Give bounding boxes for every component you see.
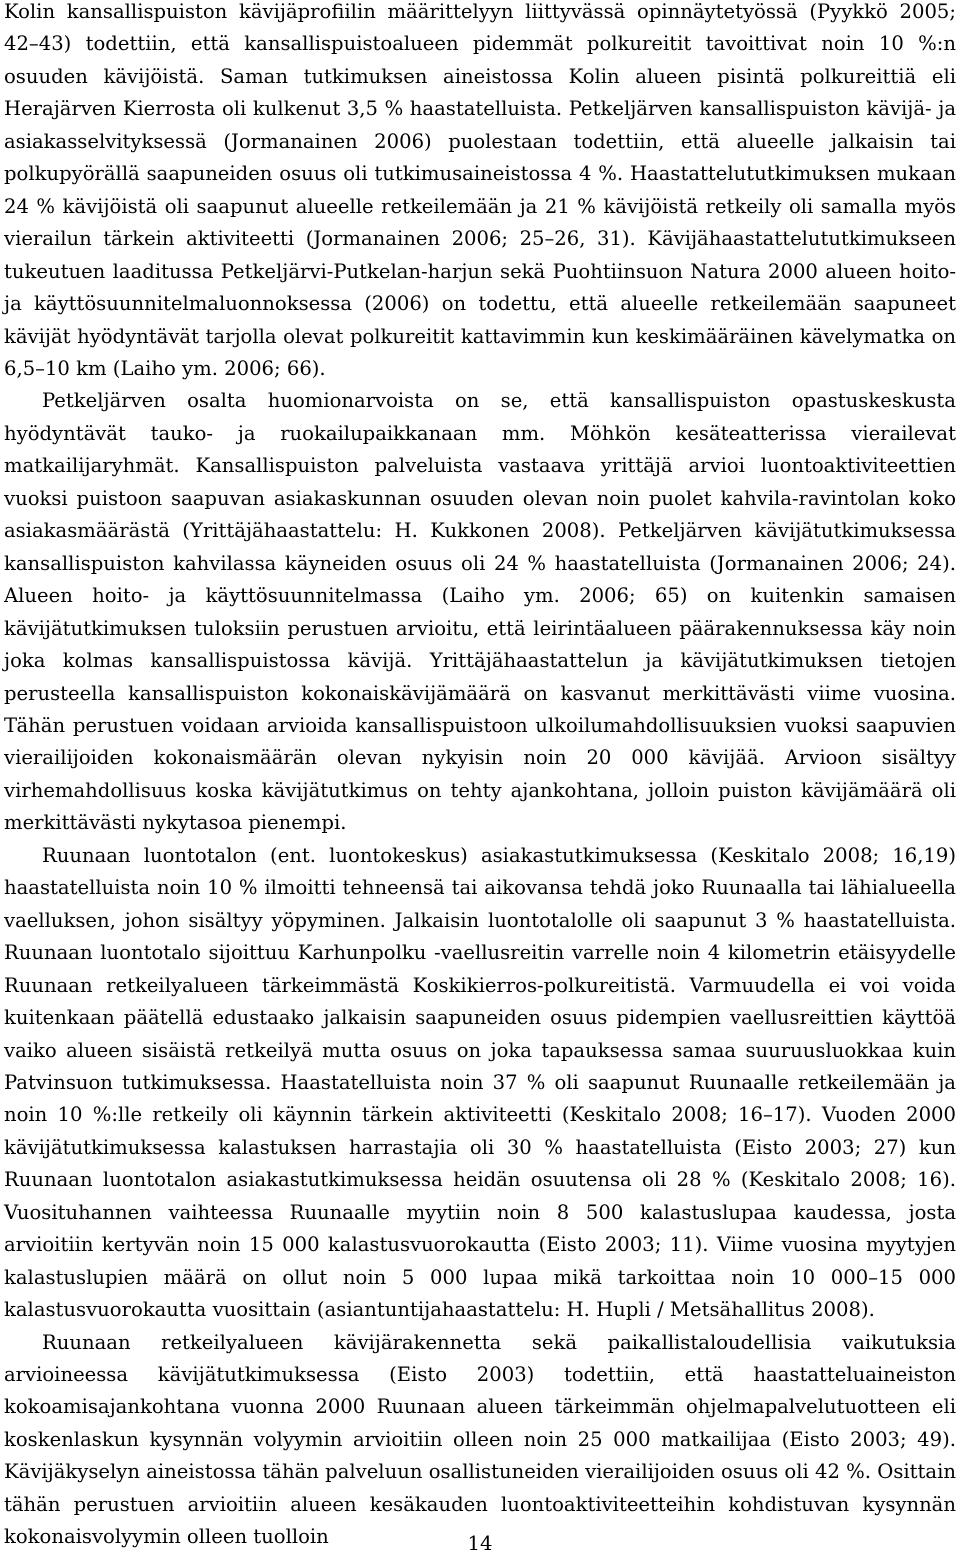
paragraph-4: Ruunaan retkeilyalueen kävijärakennetta sekä paikallistaloudellisia vaikutuksia arvioineessa kävijätutkimuksessa (Eisto 2003) todettiin, että haastatteluaineiston kokoamisajankohtana vuonna 2000 Ruunaan alueen tärkeimmän ohjelmapalvelutuotteen eli koskenlaskun kysynnän volyymin arvioitiin olleen noin 25 000 matkailijaa (Eisto 2003; 49). Kävijäkyselyn aineistossa tähän palveluun osallistuneiden vierailijoiden osuus oli 42 %. Osittain tähän perustuen arvioitiin alueen kesäkauden luontoaktiviteetteihin kohdistuvan kysynnän kokonaisvolyymin olleen tuolloin [4,1330,956,1549]
body-text [4,0,956,1554]
page-number: 14 [467,1532,493,1555]
paragraph-2: Petkeljärven osalta huomionarvoista on se, että kansallispuiston opastuskeskusta hyödyntävät tauko- ja ruokailupaikkanaan mm. Möhkön kesäteatterissa vierailevat matkailijaryhmät. Kansallispuiston palveluista vastaava yrittäjä arvioi luontoaktiviteettien vuoksi puistoon saapuvan asiakaskunnan osuuden olevan noin puolet kahvila-ravintolan koko asiakasmäärästä (Yrittäjähaastattelu: H. Kukkonen 2008). Petkeljärven kävijätutkimuksessa kansallispuiston kahvilassa käyneiden osuus oli 24 % haastatelluista (Jormanainen 2006; 24). Alueen hoito- ja käyttösuunnitelmassa (Laiho ym. 2006; 65) on kuitenkin samaisen kävijätutkimuksen tuloksiin perustuen arvioitu, että leirintäalueen päärakennuksessa käy noin joka kolmas kansallispuistossa kävijä. Yrittäjähaastattelun ja kävijätutkimuksen tietojen perusteella kansallispuiston kokonaiskävijämäärä on kasvanut merkittävästi viime vuosina. Tähän perustuen voidaan arvioida kansallispuistoon ulkoilumahdollisuuksien vuoksi saapuvien vierailijoiden kokonaismäärän olevan nykyisin noin 20 000 kävijää. Arvioon sisältyy virhemahdollisuus koska kävijätutkimus on tehty ajankohtana, jolloin puiston kävijämäärä oli merkittävästi nykytasoa pienempi. [4,389,956,835]
paragraph-3: Ruunaan luontotalon (ent. luontokeskus) asiakastutkimuksessa (Keskitalo 2008; 16,19) haastatelluista noin 10 % ilmoitti tehneensä tai aikovansa tehdä joko Ruunaalla tai lähialueella vaelluksen, johon sisältyy yöpyminen. Jalkaisin luontotalolle oli saapunut 3 % haastatelluista. Ruunaan luontotalo sijoittuu Karhunpolku -vaellusreitin varrelle noin 4 kilometrin etäisyydelle Ruunaan retkeilyalueen tärkeimmästä Koskikierros-polkureitistä. Varmuudella ei voi voida kuitenkaan päätellä edustaako jalkaisin saapuneiden osuus pidempien vaellusreittien käyttöä vaiko alueen sisäistä retkeilyä mutta osuus on joka tapauksessa samaa suuruusluokkaa kuin Patvinsuon tutkimuksessa. Haastatelluista noin 37 % oli saapunut Ruunaalle retkeilemään ja noin 10 %:lle retkeily oli käynnin tärkein aktiviteetti (Keskitalo 2008; 16–17). Vuoden 2000 kävijätutkimuksessa kalastuksen harrastajia oli 30 % haastatelluista (Eisto 2003; 27) kun Ruunaan luontotalon asiakastutkimuksessa heidän osuutensa oli 28 % (Keskitalo 2008; 16). Vuosituhannen vaihteessa Ruunaalle myytiin noin 8 500 kalastuslupaa kaudessa, josta arvioitiin kertyvän noin 15 000 kalastusvuorokautta (Eisto 2003; 11). Viime vuosina myytyjen kalastuslupien määrä on ollut noin 5 000 lupaa mikä tarkoittaa noin 10 000–15 000 kalastusvuorokautta vuosittain (asiantuntijahaastattelu: H. Hupli / Metsähallitus 2008). [4,843,956,1322]
paragraph-1: Kolin kansallispuiston kävijäprofiilin määrittelyyn liittyvässä opinnäytetyössä (Pyykkö 2005; 42–43) todettiin, että kansallispuistoalueen pidemmät polkureitit tavoittivat noin 10 %:n osuuden kävijöistä. Saman tutkimuksen aineistossa Kolin alueen pisintä polkureittiä eli Herajärven Kierrosta oli kulkenut 3,5 % haastatelluista. Petkeljärven kansallispuiston kävijä- ja asiakasselvityksessä (Jormanainen 2006) puolestaan todettiin, että alueelle jalkaisin tai polkupyörällä saapuneiden osuus oli tutkimusaineistossa 4 %. Haastattelututkimuksen mukaan 24 % kävijöistä oli saapunut alueelle retkeilemään ja 21 % kävijöistä retkeily oli samalla myös vierailun tärkein aktiviteetti (Jormanainen 2006; 25–26, 31). Kävijähaastattelututkimukseen tukeutuen laaditussa Petkeljärvi-Putkelan-harjun sekä Puohtiinsuon Natura 2000 alueen hoito- ja käyttösuunnitelmaluonnoksessa (2006) on todettu, että alueelle retkeilemään saapuneet kävijät hyödyntävät tarjolla olevat polkureitit kattavimmin kun keskimääräinen kävelymatka on 6,5–10 km (Laiho ym. 2006; 66). [4,0,956,380]
